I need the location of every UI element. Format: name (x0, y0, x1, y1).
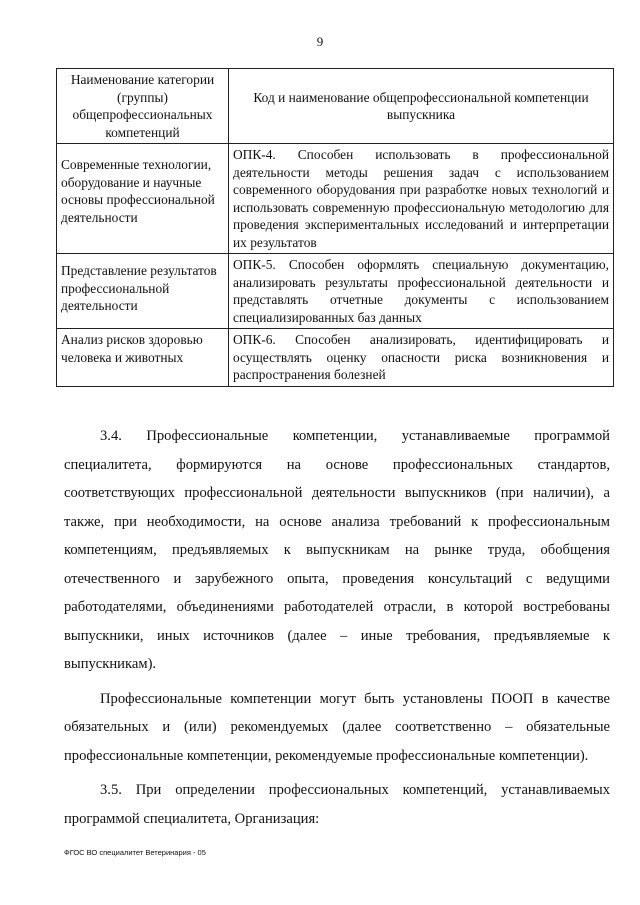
body-text (64, 422, 610, 833)
footer-text: ФГОС ВО специалитет Ветеринария - 05 (64, 848, 206, 857)
row-category: Современные технологии, оборудование и научные основы профессиональной деятельности (57, 144, 229, 254)
table-row (57, 144, 614, 254)
paragraph-3-5: 3.5. При определении профессиональных компетенций, устанавливаемых программой специалитета, Организация: (64, 782, 610, 827)
table-row (57, 254, 614, 329)
paragraph-poop: Профессиональные компетенции могут быть установлены ПООП в качестве обязательных и (или) рекомендуемых (далее соответственно – обязательные профессиональные компетенции, рекомендуемые профессиональные компетенции). (64, 690, 610, 764)
header-category: Наименование категории (группы) общепрофессиональных компетенций (57, 69, 229, 144)
table-header-row (57, 69, 614, 144)
row-competence: ОПК-4. Способен использовать в профессиональной деятельности методы решения задач с использованием современного оборудования при разработке новых технологий и использовать современную профессиональную методологию для проведения экспериментальных исследований и интерпретации их результатов (229, 144, 614, 254)
competence-table (56, 68, 614, 387)
page-number: 9 (316, 34, 324, 49)
row-category: Представление результатов профессиональной деятельности (57, 254, 229, 329)
paragraph-3-4: 3.4. Профессиональные компетенции, устанавливаемые программой специалитета, формируются на основе профессиональных стандартов, соответствующих профессиональной деятельности выпускников (при наличии), а также, при необходимости, на основе анализа требований к профессиональным компетенциям, предъявляемых к выпускникам на рынке труда, обобщения отечественного и зарубежного опыта, проведения консультаций с ведущими работодателями, объединениями работодателей отрасли, в которой востребованы выпускники, иных источников (далее – иные требования, предъявляемые к выпускникам). (64, 428, 610, 672)
header-competence: Код и наименование общепрофессиональной компетенции выпускника (229, 69, 614, 144)
row-competence: ОПК-6. Способен анализировать, идентифицировать и осуществлять оценку опасности риска возникновения и распространения болезней (229, 329, 614, 387)
row-competence: ОПК-5. Способен оформлять специальную документацию, анализировать результаты профессиональной деятельности и представлять отчетные документы с использованием специализированных баз данных (229, 254, 614, 329)
row-category: Анализ рисков здоровью человека и животных (57, 329, 229, 387)
table-row (57, 329, 614, 387)
